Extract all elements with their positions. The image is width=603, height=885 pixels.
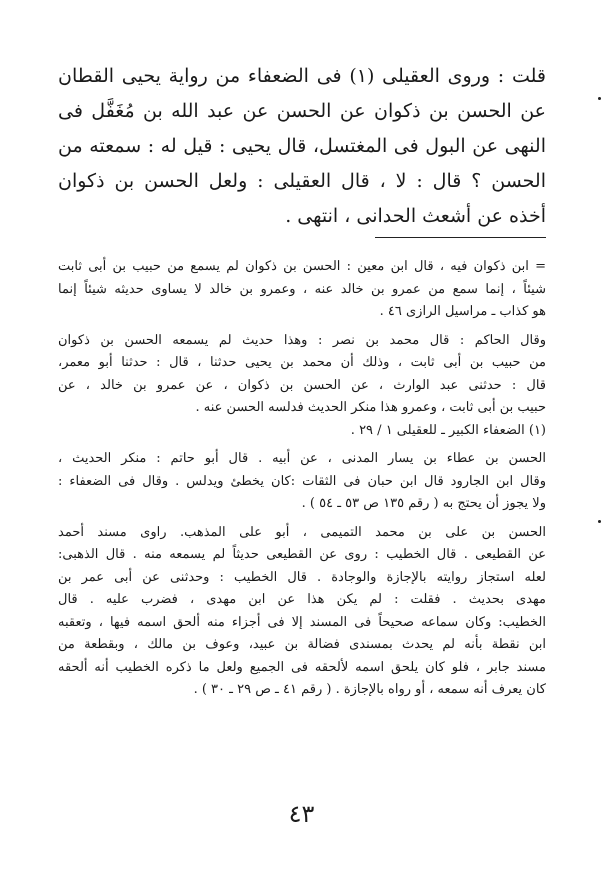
main-text-line: قلت : وروى العقيلى (١) فى الضعفاء من رواية يحيى القطان (58, 65, 546, 87)
footnote-line: لعله استجاز روايته بالإجازة والوجادة . قال الخطيب : وحدثنى عن أبى عمر بن (58, 569, 546, 585)
footnote-line: شيئاً ، إنما سمع من عمرو بن خالد عنه ، وعمرو بن خالد لا يساوى حديثه شيئاً إنما (58, 281, 546, 297)
main-text-line: عن الحسن بن ذكوان عن الحسن عن عبد الله بن مُغَفَّل فى (58, 100, 546, 122)
footnote-line: وقال الحاكم : قال محمد بن نصر : وهذا حديث لم يسمعه الحسن بن ذكوان (58, 332, 546, 348)
main-text-line: أخذه عن أشعث الحدانى ، انتهى . (285, 205, 546, 227)
footnote-line: = ابن ذكوان فيه ، قال ابن معين : الحسن بن ذكوان لم يسمع من حبيب بن أبى ثابت (58, 259, 546, 274)
footnote-reference: (١) الضعفاء الكبير ـ للعقيلى ١ / ٢٩ . (350, 422, 546, 438)
footnote-line: الخطيب: وكان سماعه صحيحاً فى المسند إلا فى أجزاء منه ألحق اسمه فيها ، وتعقبه (58, 614, 546, 630)
footnote-line: كان يعرف أنه سمعه ، أو رواه بالإجازة . ( رقم ٤١ ـ ص ٢٩ ـ ٣٠ ) . (193, 682, 546, 697)
scan-edge-mark (598, 97, 601, 100)
page-number: ٤٣ (288, 800, 315, 828)
scan-edge-mark (598, 520, 601, 523)
footnote-separator-rule (375, 237, 546, 238)
footnote-line: عن القطيعى . قال الخطيب : روى عن القطيعى حديثاً لم يسمعه منه . قال الذهبى: (58, 547, 546, 562)
footnote-line: من حبيب بن أبى ثابت ، وذلك أن محمد بن يحيى حدثنا ، قال : حدثنا أبو معمر، (58, 355, 546, 370)
main-text-block (58, 59, 546, 234)
footnote-line: مسند جابر ، فلو كان يلحق اسمه لألحقه فى الجميع ولعل ما ذكره الخطيب أنه ألحقه (58, 659, 546, 675)
footnote-line: ابن نقطة بأنه لم يحدث بمسندى فضالة بن عبيد، وعوف بن مالك ، وبقطعة من (58, 637, 546, 652)
footnote-line: حبيب بن أبى ثابت ، وعمرو هذا منكر الحديث فدلسه الحسن عنه . (195, 400, 546, 415)
footnote-line: وقال ابن الجارود قال ابن حبان فى الثقات :كان يخطئ ويدلس . وقال فى الضعفاء : (58, 473, 546, 489)
footnote-line: قال : حدثنى عبد الوارث ، عن الحسن بن ذكوان ، عن عمرو بن خالد ، عن (58, 377, 546, 393)
footnote-line: هو كذاب ـ مراسيل الرازى ٤٦ . (379, 304, 546, 319)
footnote-line: مهدى بحديث . فقلت : لم يكن هذا عن ابن مهدى ، فضرب عليه . قال (58, 592, 546, 607)
main-text-line: الحسن ؟ قال : لا ، قال العقيلى : ولعل الحسن بن ذكوان (58, 170, 546, 192)
main-text-line: النهى عن البول فى المغتسل، قال يحيى : قيل له : سمعته من (58, 135, 546, 157)
footnotes-block (58, 256, 546, 702)
footnote-line: الحسن بن على بن محمد التميمى ، أبو على المذهب. راوى مسند أحمد (58, 524, 546, 540)
footnote-line: ولا يجوز أن يحتج به ( رقم ١٣٥ ص ٥٣ ـ ٥٤ ) . (301, 496, 546, 511)
footnote-line: الحسن بن عطاء بن يسار المدنى ، عن أبيه . قال أبو حاتم : منكر الحديث ، (58, 451, 546, 466)
